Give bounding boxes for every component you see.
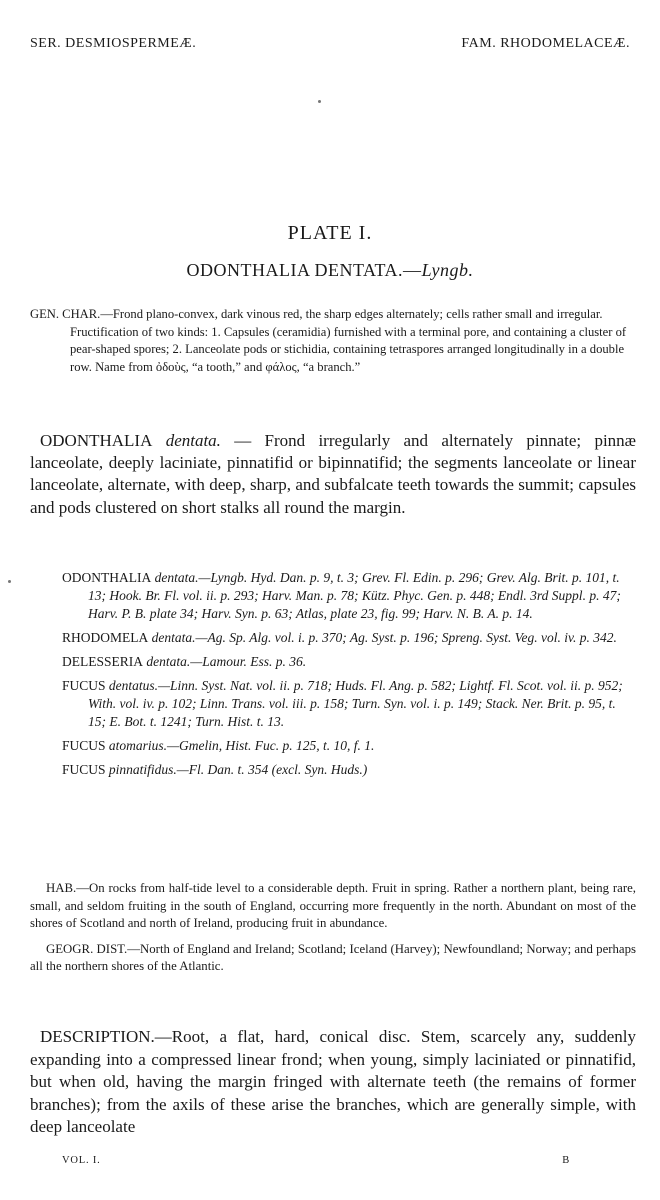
synonym-genus: DELESSERIA [62, 654, 143, 669]
page-speck [8, 580, 11, 583]
synonym-genus: FUCUS [62, 738, 106, 753]
habitat-paragraph [30, 880, 636, 933]
distribution-lead: GEOGR. DIST. [46, 941, 128, 956]
diagnosis-text: — Frond irregularly and alternately pinnate; pinnæ lanceolate, deeply laciniate, pinnatifid or bipinnatifid; the segments lanceolate or linear lanceolate, alternate, with deep, sharp, and subfalcate teeth towards the summit; capsules and pods clustered on short stalks all round the margin. [30, 431, 637, 517]
series-heading: SER. DESMIOSPERMEÆ. [30, 36, 197, 51]
family-heading: FAM. RHODOMELACEÆ. [461, 36, 630, 51]
synonym-entry [62, 677, 636, 731]
synonymy-list [62, 569, 636, 785]
gen-char-lead: GEN. CHAR. [30, 307, 101, 321]
page-footer [62, 1155, 570, 1166]
distribution-text: —North of England and Ireland; Scotland; Iceland (Harvey); Newfoundland; Norway; and perhaps all the northern shores of the Atlantic. [30, 941, 636, 973]
synonym-genus: FUCUS [62, 762, 106, 777]
diagnosis-genus: ODONTHALIA [40, 431, 153, 450]
signature-mark: B [562, 1155, 570, 1166]
description-text: —Root, a flat, hard, conical disc. Stem, scarcely any, suddenly expanding into a compressed linear frond; when young, simply laciniated or pinnatifid, but when old, having the margin fringed with alternate teeth (the remains of former branches); from the axils of these arise the branches, which are generally simple, with deep lanceolate [30, 1027, 636, 1137]
description-lead: DESCRIPTION. [40, 1027, 155, 1046]
synonym-genus: FUCUS [62, 678, 106, 693]
habitat-text: —On rocks from half-tide level to a considerable depth. Fruit in spring. Rather a northern plant, being rare, small, and seldom fruiting in the south of England, occurring more frequently in the north. Abundant on most of the shores of Scotland and north of Ireland, producing fruit in abundance. [30, 881, 636, 930]
habitat-section [30, 880, 636, 984]
running-head [30, 36, 630, 52]
volume-label: VOL. I. [62, 1155, 101, 1166]
distribution-paragraph [30, 941, 636, 976]
synonym-citation: atomarius.—Gmelin, Hist. Fuc. p. 125, t. 10, f. 1. [105, 738, 375, 753]
species-title [0, 260, 660, 281]
synonym-entry [62, 569, 636, 623]
synonym-entry [62, 737, 636, 755]
synonym-citation: pinnatifidus.—Fl. Dan. t. 354 (excl. Syn. Huds.) [105, 762, 368, 777]
synonym-entry [62, 761, 636, 779]
page-speck [318, 100, 321, 103]
species-author: Lyngb. [421, 260, 474, 280]
species-name: ODONTHALIA DENTATA.— [186, 260, 422, 280]
gen-char-text: —Frond plano-convex, dark vinous red, the sharp edges alternately; cells rather small and irregular. Fructification of two kinds: 1. Capsules (ceramidia) furnished with a terminal pore, and containing a cluster of pear-shaped spores; 2. Lanceolate pods or stichidia, containing tetraspores arranged longitudinally in a double row. Name from ὀδοὺς, “a tooth,” and φάλος, “a branch.” [70, 307, 627, 374]
synonym-genus: RHODOMELA [62, 630, 149, 645]
plate-title: PLATE I. [287, 222, 373, 244]
synonym-entry [62, 629, 636, 647]
synonym-citation: dentatus.—Linn. Syst. Nat. vol. ii. p. 718; Huds. Fl. Ang. p. 582; Lightf. Fl. Scot. vol. ii. p. 952; With. vol. iv. p. 102; Linn. Trans. vol. iii. p. 158; Turn. Syn. vol. i. p. 149; Stack. Ner. Brit. p. 95, t. 15; E. Bot. t. 1241; Turn. Hist. t. 13. [88, 678, 623, 729]
synonym-genus: ODONTHALIA [62, 570, 152, 585]
synonym-entry [62, 653, 636, 671]
species-diagnosis [30, 430, 636, 519]
diagnosis-epithet: dentata. [165, 431, 221, 450]
description-paragraph [30, 1026, 636, 1139]
synonym-citation: dentata.—Ag. Sp. Alg. vol. i. p. 370; Ag. Syst. p. 196; Spreng. Syst. Veg. vol. iv. p. 342. [148, 630, 617, 645]
synonym-citation: dentata.—Lyngb. Hyd. Dan. p. 9, t. 3; Grev. Fl. Edin. p. 296; Grev. Alg. Brit. p. 101, t. 13; Hook. Br. Fl. vol. ii. p. 293; Harv. Man. p. 78; Kütz. Phyc. Gen. p. 448; Endl. 3rd Suppl. p. 47; Harv. P. B. plate 34; Harv. Syn. p. 63; Atlas, plate 23, fig. 99; Harv. N. B. A. p. 14. [88, 570, 621, 621]
generic-character [30, 306, 636, 376]
habitat-lead: HAB. [46, 881, 77, 895]
synonym-citation: dentata.—Lamour. Ess. p. 36. [143, 654, 307, 669]
